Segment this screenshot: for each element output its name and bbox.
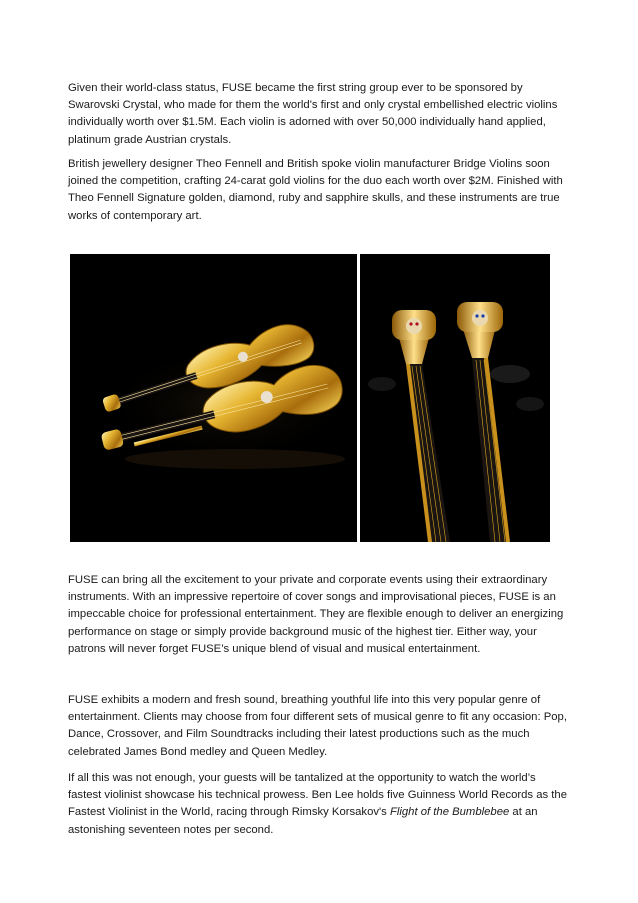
gold-violins-illustration (70, 254, 357, 542)
paragraph-events: FUSE can bring all the excitement to your private and corporate events using their extraordinary instruments. With an impressive repertoire of cover songs and improvisational pieces, FUSE is an impeccable choice for professional entertainment. They are flexible enough to deliver an energizing performance on stage or simply provide background music of the highest tier. Either way, your patrons will never forget FUSE’s unique blend of visual and musical entertainment. (68, 574, 564, 655)
paragraph-fastest-violinist (68, 770, 572, 839)
p5-text-after: at an astonishing seventeen notes per second. (68, 806, 538, 836)
paragraph-sound: FUSE exhibits a modern and fresh sound, breathing youthful life into this very popular genre of entertainment. Clients may choose from four different sets of musical genre to fit any occasion: Pop, Dance, Crossover, and Film Soundtracks including their latest productions such as the much celebrated James Bond medley and Queen Medley. (68, 694, 567, 758)
bumblebee-title: Flight of the Bumblebee (389, 806, 510, 819)
p5-text-before: If all this was not enough, your guests will be tantalized at the opportunity to watch the world’s fastest violinist showcase his technical prowess. Ben Lee holds five Guinness World Records as the Fastest Violinist in the World, racing through Rimsky Korsakov's (68, 772, 567, 819)
paragraph-theo-fennell: British jewellery designer Theo Fennell and British spoke violin manufacturer Bridge Violins soon joined the competition, crafting 24-carat gold violins for the duo each worth over $2M. Finished with Theo Fennell Signature golden, diamond, ruby and sapphire skulls, and these instruments are true works of contemporary art. (68, 158, 563, 222)
paragraph-swarovski: Given their world-class status, FUSE became the first string group ever to be sponsored by Swarovski Crystal, who made for them the world's first and only crystal embellished electric violins individually worth over $1.5M. Each violin is adorned with over 50,000 individually hand applied, platinum grade Austrian crystals. (68, 82, 558, 146)
violin-scrolls-illustration (360, 254, 550, 542)
gold-violins-photo (70, 254, 357, 542)
gold-violin-scrolls-photo (360, 254, 550, 542)
